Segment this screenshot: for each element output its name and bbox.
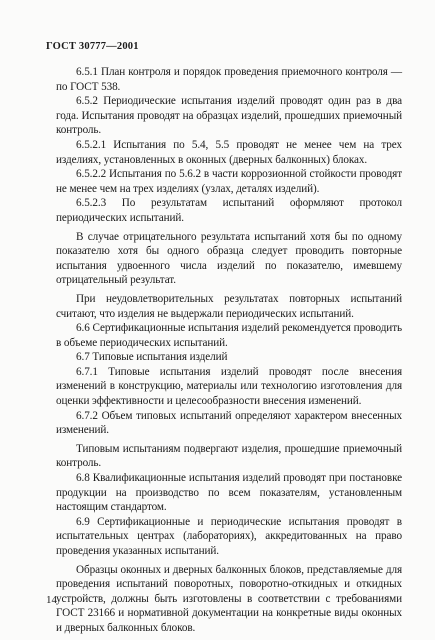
- paragraph-6-5-1: 6.5.1 План контроля и порядок проведения приемочного контроля — по ГОСТ 538.: [56, 66, 402, 93]
- paragraph-negative-result: В случае отрицательного результата испытаний хотя бы по одному показателю хотя бы одного образца следует проводить повторные испытания удвоенного числа изделий по показателю, имевшему отрицательный результат.: [56, 230, 402, 287]
- paragraph-6-5-2-1: 6.5.2.1 Испытания по 5.4, 5.5 проводят не менее чем на трех изделиях, установленных в оконных (дверных балконных) блоках.: [56, 138, 402, 166]
- paragraph-type-tests: Типовым испытаниям подвергают изделия, прошедшие приемочный контроль.: [56, 442, 402, 470]
- document-body: [56, 65, 402, 636]
- paragraph-6-9: 6.9 Сертификационные и периодические испытания проводят в испытательных центрах (лабораториях), аккредитованных на право проведения указанных испытаний.: [56, 515, 402, 557]
- paragraph-samples: Образцы оконных и дверных балконных блоков, представляемые для проведения испытаний поворотных, поворотно-откидных и откидных устройств, должны быть изготовлены в соответствии с требованиями ГОСТ 23166 и нормативной документации на конкретные виды оконных и дверных балконных блоков.: [56, 563, 402, 634]
- paragraph-repeat-tests: При неудовлетворительных результатах повторных испытаний считают, что изделия не выдержали периодических испытаний.: [56, 292, 402, 320]
- paragraph-6-5-2-3: 6.5.2.3 По результатам испытаний оформляют протокол периодических испытаний.: [56, 197, 402, 224]
- paragraph-6-7: 6.7 Типовые испытания изделий: [76, 351, 228, 364]
- paragraph-6-5-2-2: 6.5.2.2 Испытания по 5.6.2 в части коррозионной стойкости проводят не менее чем на трех изделиях (узлах, деталях изделий).: [56, 168, 402, 195]
- paragraph-6-7-1: 6.7.1 Типовые испытания изделий проводят после внесения изменений в конструкцию, материалы или технологию изготовления для оценки эффективности и целесообразности внесения изменений.: [56, 365, 402, 408]
- paragraph-6-8: 6.8 Квалификационные испытания изделий проводят при постановке продукции на производство по всем показателям, установленным настоящим стандартом.: [56, 472, 402, 514]
- paragraph-6-7-2: 6.7.2 Объем типовых испытаний определяют характером внесенных изменений.: [56, 409, 402, 437]
- page-number: 14: [46, 594, 57, 606]
- paragraph-6-5-2: 6.5.2 Периодические испытания изделий проводят один раз в два года. Испытания проводят на образцах изделий, прошедших приемочный контроль.: [56, 95, 402, 137]
- document-header: ГОСТ 30777—2001: [46, 41, 139, 52]
- paragraph-6-6: 6.6 Сертификационные испытания изделий рекомендуется проводить в объеме периодических испытаний.: [56, 322, 402, 349]
